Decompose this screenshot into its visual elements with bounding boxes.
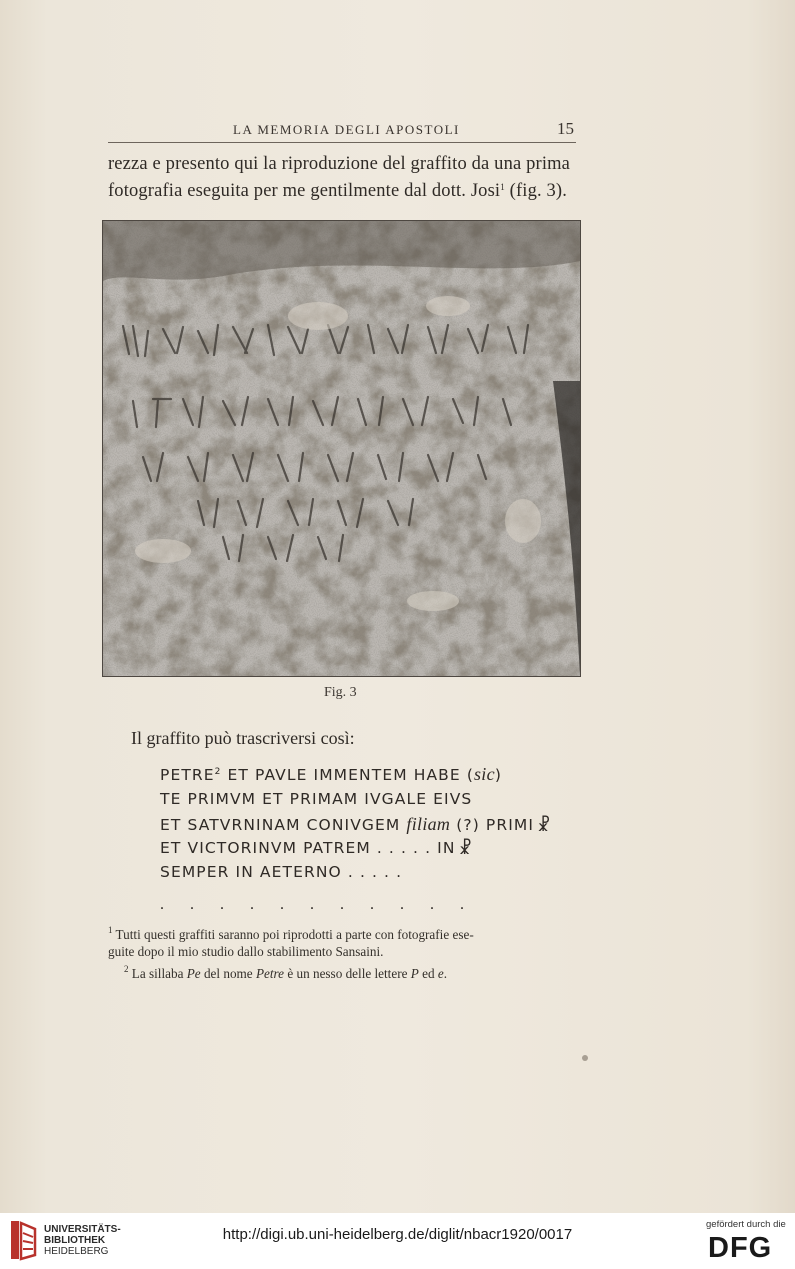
footnote-reference: 2 — [214, 767, 222, 777]
footnote-marker: 1 — [108, 925, 113, 935]
inscription-italic: sic — [473, 764, 495, 784]
graffito-photograph-image — [103, 221, 580, 676]
inscription-text: ET PAVLE IMMENTEM HABE ( — [221, 766, 474, 784]
funding-caption: gefördert durch die — [706, 1219, 786, 1230]
transcription-intro: Il graffito può trascriversi così: — [131, 728, 355, 748]
footnote-text: è un nesso delle lettere — [284, 966, 411, 981]
inscription-text: (?) PRIMI — [450, 816, 535, 834]
inscription-text: ET VICTORINVM PATREM . . . . . IN — [160, 839, 456, 857]
footnote-2 — [124, 964, 604, 982]
inscription-line-1 — [160, 764, 502, 785]
body-paragraph-line-2 — [108, 181, 578, 202]
chi-rho-icon: ☧ — [537, 816, 552, 836]
footnote-text: La sillaba — [128, 966, 187, 981]
footnote-italic: Petre — [255, 966, 285, 981]
graffito-photograph — [102, 220, 581, 677]
permalink-url[interactable]: http://digi.ub.uni-heidelberg.de/diglit/nbacr1920/0017 — [222, 1226, 573, 1243]
footnote-1-line-1 — [108, 925, 588, 943]
body-text-segment: fotografia eseguita per me gentilmente dal dott. Josi — [108, 181, 501, 201]
ellipsis-line: . . . . . . . . . . . — [160, 896, 475, 913]
footnote-reference: 1 — [500, 182, 505, 192]
running-title: LA MEMORIA DEGLI APOSTOLI — [233, 122, 460, 137]
footnote-italic: e — [437, 966, 444, 981]
running-head — [108, 120, 576, 143]
inscription-italic: filiam — [406, 814, 451, 834]
inscription-line-5: SEMPER IN AETERNO . . . . . — [160, 863, 403, 881]
dfg-logo: DFG — [708, 1232, 773, 1264]
inscription-text: PETRE — [160, 766, 215, 784]
inscription-line-2: TE PRIMVM ET PRIMAM IVGALE EIVS — [160, 790, 473, 808]
body-text-segment: (fig. 3). — [504, 181, 568, 201]
footnote-text: del nome — [200, 966, 256, 981]
footnote-marker: 2 — [124, 964, 129, 974]
footnote-1-line-2: guite dopo il mio studio dallo stabilimento Sansaini. — [108, 944, 384, 959]
inscription-text: ET SATVRNINAM CONIVGEM — [160, 816, 407, 834]
footnote-italic: P — [410, 966, 419, 981]
paper-speck — [582, 1055, 588, 1061]
chi-rho-icon: ☧ — [458, 839, 473, 859]
inscription-text: ) — [494, 766, 503, 784]
footnote-text: Tutti questi graffiti saranno poi riprodotti a parte con fotografie ese- — [112, 927, 474, 942]
inscription-line-3 — [160, 814, 551, 835]
library-name-line-2: BIBLIOTHEK — [44, 1235, 106, 1246]
library-name-line-1: UNIVERSITÄTS- — [44, 1224, 121, 1235]
figure-caption: Fig. 3 — [324, 685, 357, 700]
page-number: 15 — [557, 119, 574, 138]
body-paragraph-line-1: rezza e presento qui la riproduzione del graffito da una prima — [108, 154, 571, 174]
footnote-text: . — [443, 966, 448, 981]
library-name-line-3: HEIDELBERG — [44, 1246, 109, 1257]
inscription-line-4 — [160, 838, 473, 858]
footnote-text: ed — [418, 966, 438, 981]
footnote-italic: Pe — [186, 966, 201, 981]
